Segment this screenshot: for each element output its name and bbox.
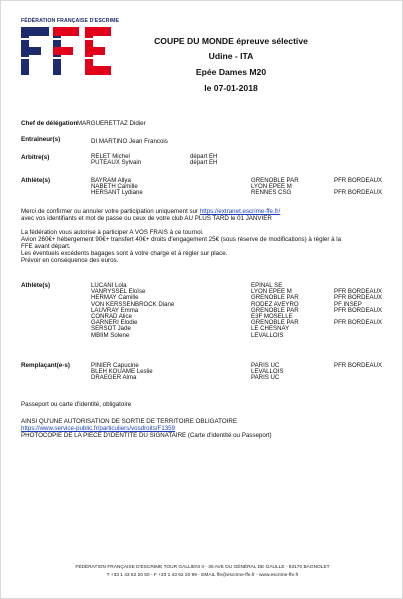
federation-name: FÉDÉRATION FRANÇAISE D'ESCRIME bbox=[21, 18, 120, 24]
athlete-name: LUCANI Lola bbox=[91, 282, 127, 289]
athlete-name: SERSOT Jade bbox=[91, 325, 131, 333]
athlete-club: GRENOBLE PAR bbox=[251, 294, 299, 302]
remplacant-club: LEVALLOIS bbox=[251, 368, 284, 376]
athletes2-label: Athlète(s) bbox=[21, 282, 51, 289]
remplacant-pfr: PFR BORDEAUX bbox=[334, 362, 383, 369]
remplacant-name: BLEH KOUAME Leslie bbox=[91, 368, 153, 376]
athlete-club: GRENOBLE PAR bbox=[251, 306, 299, 314]
notice-line: Les éventuels excédents bagages sont à votre charge et à régler sur place. bbox=[21, 250, 228, 257]
athlete-pfr: PFR BORDEAUX bbox=[334, 189, 383, 197]
athlete-club: EPINAL SE bbox=[251, 282, 283, 289]
athlete-club: RODEZ AVEYRO bbox=[251, 300, 299, 308]
athlete-name: HERSANT Lydiane bbox=[91, 189, 143, 197]
athlete-name: VANRYSSEL Eloïse bbox=[91, 288, 146, 296]
remplacants-label: Remplaçant(e-s) bbox=[21, 362, 70, 369]
remplacant-row bbox=[91, 375, 391, 381]
notice-line: FFE avant départ. bbox=[21, 243, 71, 250]
remplacant-club: PARIS UC bbox=[251, 362, 280, 369]
arbitre-name: RELET Michel bbox=[91, 153, 130, 160]
remplacants-list bbox=[91, 363, 391, 382]
athlete-pfr: PFR BORDEAUX bbox=[334, 319, 383, 327]
athlete-club: GRENOBLE PAR bbox=[251, 319, 299, 327]
athlete-name: HERMAY Camille bbox=[91, 294, 139, 302]
notice-line: La fédération vous autorise à participer A VOS FRAIS à ce tournoi. bbox=[21, 229, 204, 236]
arbitres-list bbox=[91, 154, 391, 166]
arbitre-row bbox=[91, 160, 391, 166]
arbitre-name: PUTEAUX Sylvain bbox=[91, 159, 142, 167]
athletes2-list bbox=[91, 283, 391, 339]
title-category: Epée Dames M20 bbox=[195, 67, 267, 77]
confirm-text: Merci de confirmer ou annuler votre participation uniquement sur bbox=[21, 208, 199, 215]
entraineur-value: DI MARTINO Jean Francois bbox=[91, 138, 168, 145]
athlete-pfr: PFR BORDEAUX bbox=[334, 294, 383, 302]
notice-line: Prévoir en conséquence des euros. bbox=[21, 257, 119, 264]
athlete-club: LYON EPEE M bbox=[251, 183, 292, 191]
athletes1-label: Athlète(s) bbox=[21, 177, 51, 184]
athlete-club: RENNES CSG bbox=[251, 189, 292, 197]
athlete-name: VON KERSSENBROCK Diane bbox=[91, 300, 175, 308]
athlete-name: LAUVRAY Emma bbox=[91, 306, 139, 314]
title-competition: COUPE DU MONDE épreuve sélective bbox=[154, 36, 308, 46]
athlete-name: BAYRAM Allya bbox=[91, 177, 131, 184]
athlete-club: LEVALLOIS bbox=[251, 331, 284, 339]
athlete-row bbox=[91, 333, 391, 339]
athlete-name: GARNERI Elodie bbox=[91, 319, 138, 327]
arbitres-label: Arbitre(s) bbox=[21, 154, 50, 161]
remplacant-club: PARIS UC bbox=[251, 374, 280, 382]
notice-line: Avion 260€+ hébergement 90€+ transfert 40€+ droits d'engagement 25€ (sous réserve de modifications) à régler à la bbox=[21, 236, 342, 243]
photocopy-notice: PHOTOCOPIE DE LA PIECE D'IDENTITE DU SIGNATAIRE (Carte d'identité ou Passeport) bbox=[21, 432, 272, 439]
footer-contact: T +33 1 43 62 20 50 - F +33 1 43 62 20 99 - EMAIL ffe@escrime-ffe.fr - www.escrime-ffe.fr bbox=[106, 573, 299, 578]
arbitre-note: départ EH bbox=[190, 159, 218, 167]
passport-notice: Passeport ou carte d'identité, obligatoire bbox=[21, 401, 132, 408]
athlete-row bbox=[91, 190, 391, 196]
athlete-club: E3F MOSELLE bbox=[251, 312, 293, 320]
confirm-deadline: avec vos identifiants et mot de passe ou ceux de votre club AU PLUS TARD le 01 JANVIER bbox=[21, 215, 272, 222]
athlete-name: MBIIM Solene bbox=[91, 331, 130, 339]
remplacant-name: PINIER Capucine bbox=[91, 362, 139, 369]
extranet-link[interactable]: https://extranet.escrime-ffe.fr/ bbox=[199, 208, 281, 215]
athlete-club: LYON EPEE M bbox=[251, 288, 292, 296]
title-location: Udine - ITA bbox=[208, 51, 254, 61]
athlete-pfr: PFR BORDEAUX bbox=[334, 177, 383, 184]
title-date: le 07-01-2018 bbox=[204, 83, 258, 93]
ffe-logo bbox=[19, 23, 119, 79]
chef-label: Chef de délégation bbox=[21, 120, 78, 127]
athlete-pfr: PF INSEP bbox=[334, 300, 362, 308]
chef-value: MARGUERETTAZ Didier bbox=[77, 120, 146, 127]
entraineur-label: Entraîneur(s) bbox=[21, 136, 61, 143]
athlete-pfr: PFR BORDEAUX bbox=[334, 306, 383, 314]
athlete-pfr: PFR BORDEAUX bbox=[334, 288, 383, 296]
remplacant-name: DRAEGER Alma bbox=[91, 374, 137, 382]
athlete-name: NABETH Camille bbox=[91, 183, 138, 191]
service-public-link[interactable]: https://www.service-public.fr/particuliers/vosdroits/F1359 bbox=[21, 425, 176, 432]
footer-address: FÉDÉRATION FRANÇAISE D'ESCRIME TOUR GALLIENI II - 36 AVE DU GÉNÉRAL DE GAULLE - 93170 BAGNOLET bbox=[75, 565, 330, 570]
athletes1-list bbox=[91, 178, 391, 197]
arbitre-note: départ EH bbox=[190, 153, 218, 160]
athlete-name: CONRAD Alice bbox=[91, 312, 132, 320]
authorisation-notice: AINSI QU'UNE AUTORISATION DE SORTIE DE TERRITOIRE OBLIGATOIRE bbox=[21, 418, 237, 425]
athlete-club: GRENOBLE PAR bbox=[251, 177, 299, 184]
athlete-club: LE CHESNAY bbox=[251, 325, 290, 333]
